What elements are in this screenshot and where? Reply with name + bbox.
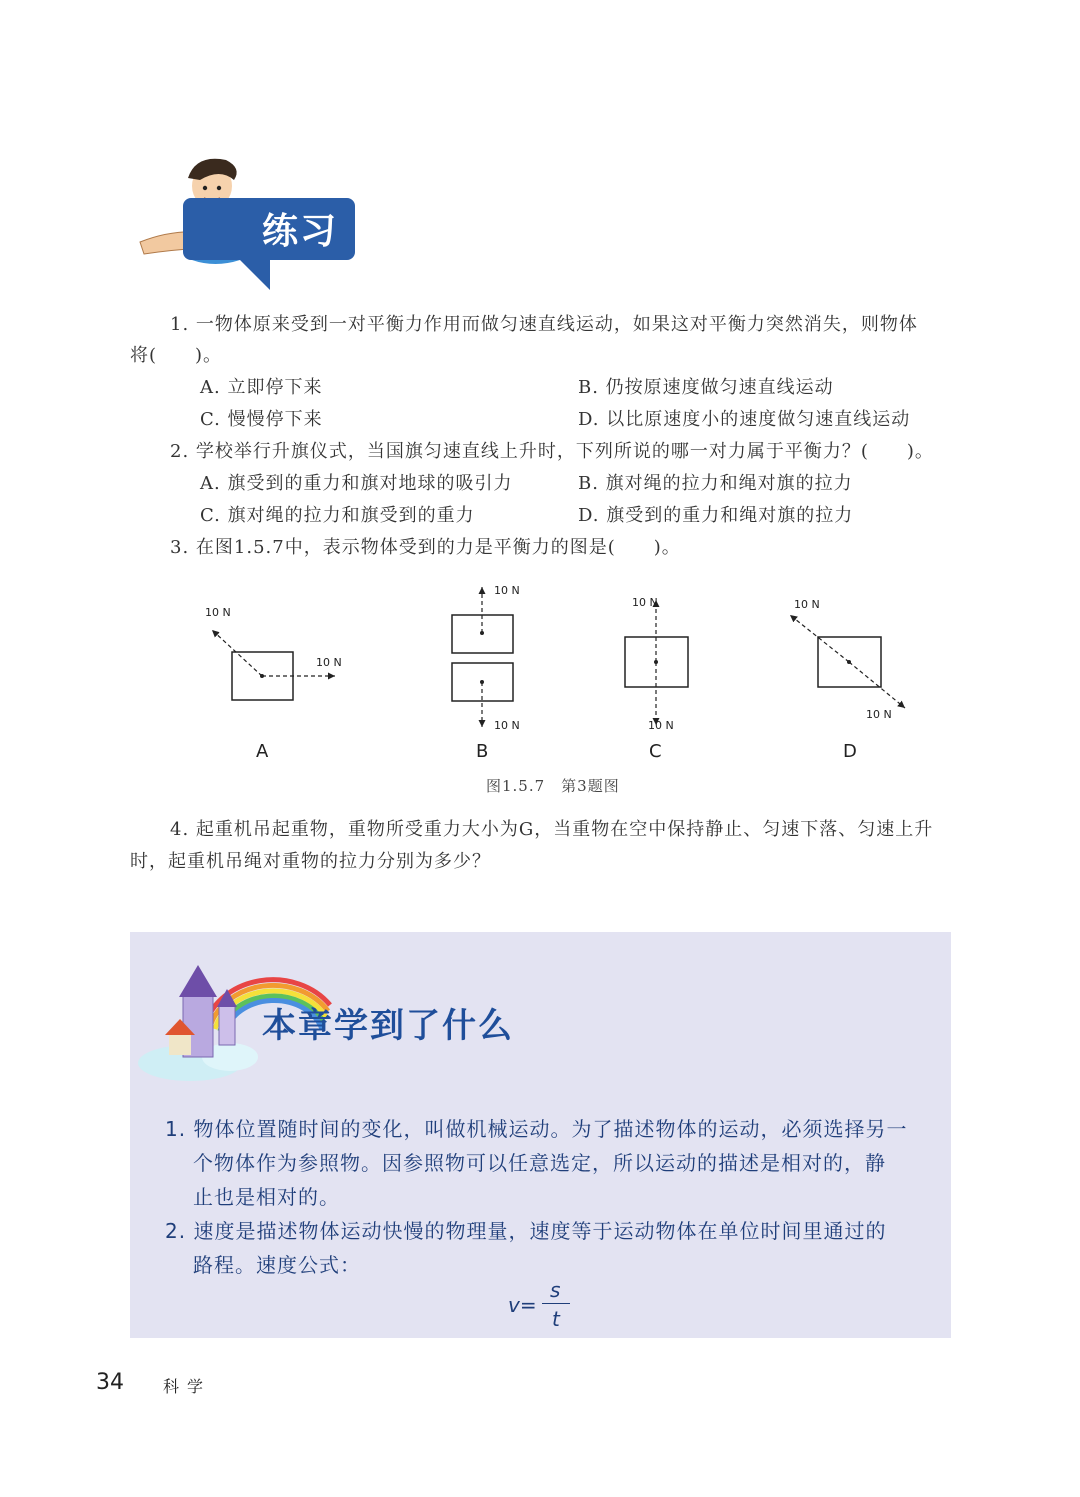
figure-c-diagram: [625, 600, 688, 725]
force-label-c-2: 10 N: [648, 719, 674, 732]
q1-option-c: C. 慢慢停下来: [200, 409, 323, 430]
figure-letter-b: B: [476, 741, 489, 762]
figure-d-diagram: [790, 615, 905, 708]
question-4-text: 4. 起重机吊起重物，重物所受重力大小为G，当重物在空中保持静止、匀速下落、匀速上升: [170, 819, 934, 840]
force-label-d-2: 10 N: [866, 708, 892, 721]
summary-item-1-line-3: 止也是相对的。: [193, 1185, 340, 1209]
force-label-b-1: 10 N: [494, 584, 520, 597]
formula-fraction-bar: [542, 1303, 570, 1304]
formula-lhs: v=: [508, 1293, 537, 1317]
question-2-text: 2. 学校举行升旗仪式，当国旗匀速直线上升时，下列所说的哪一对力属于平衡力？( )。: [170, 441, 934, 462]
figure-b-diagram: [452, 587, 513, 727]
question-1-text-cont: 将( )。: [130, 345, 223, 366]
force-label-a-1: 10 N: [205, 606, 231, 619]
summary-item-1-line-2: 个物体作为参照物。因参照物可以任意选定，所以运动的描述是相对的，静: [193, 1151, 886, 1175]
q2-option-c: C. 旗对绳的拉力和旗受到的重力: [200, 505, 475, 526]
force-label-b-2: 10 N: [494, 719, 520, 732]
force-label-a-2: 10 N: [316, 656, 342, 669]
speed-formula: [508, 1280, 578, 1332]
q1-option-a: A. 立即停下来: [200, 377, 323, 398]
practice-title: 练习: [262, 211, 339, 252]
force-label-c-1: 10 N: [632, 596, 658, 609]
question-4-text-cont: 时，起重机吊绳对重物的拉力分别为多少？: [130, 851, 491, 872]
q2-option-d: D. 旗受到的重力和绳对旗的拉力: [578, 505, 854, 526]
question-1-text: 1. 一物体原来受到一对平衡力作用而做匀速直线运动，如果这对平衡力突然消失，则物体: [170, 314, 918, 335]
figure-letter-d: D: [843, 741, 857, 762]
summary-item-1-line-1: 1. 物体位置随时间的变化，叫做机械运动。为了描述物体的运动，必须选择另一: [165, 1117, 908, 1141]
force-label-d-1: 10 N: [794, 598, 820, 611]
q2-option-b: B. 旗对绳的拉力和绳对旗的拉力: [578, 473, 853, 494]
question-3-text: 3. 在图1.5.7中，表示物体受到的力是平衡力的图是( )。: [170, 537, 681, 558]
q2-option-a: A. 旗受到的重力和旗对地球的吸引力: [200, 473, 513, 494]
summary-title: 本章学到了什么: [262, 1006, 514, 1046]
summary-item-2-line-2: 路程。速度公式：: [193, 1253, 361, 1277]
formula-denominator: t: [552, 1307, 560, 1331]
q1-option-d: D. 以比原速度小的速度做匀速直线运动: [578, 409, 911, 430]
formula-numerator: s: [550, 1278, 561, 1302]
figure-caption: 图1.5.7 第3题图: [486, 777, 620, 795]
figure-letter-c: C: [649, 741, 662, 762]
summary-item-2-line-1: 2. 速度是描述物体运动快慢的物理量，速度等于运动物体在单位时间里通过的: [165, 1219, 887, 1243]
figure-letter-a: A: [256, 741, 269, 762]
subject-label: 科学: [163, 1377, 212, 1396]
page-number: 34: [96, 1370, 124, 1395]
q1-option-b: B. 仍按原速度做匀速直线运动: [578, 377, 834, 398]
